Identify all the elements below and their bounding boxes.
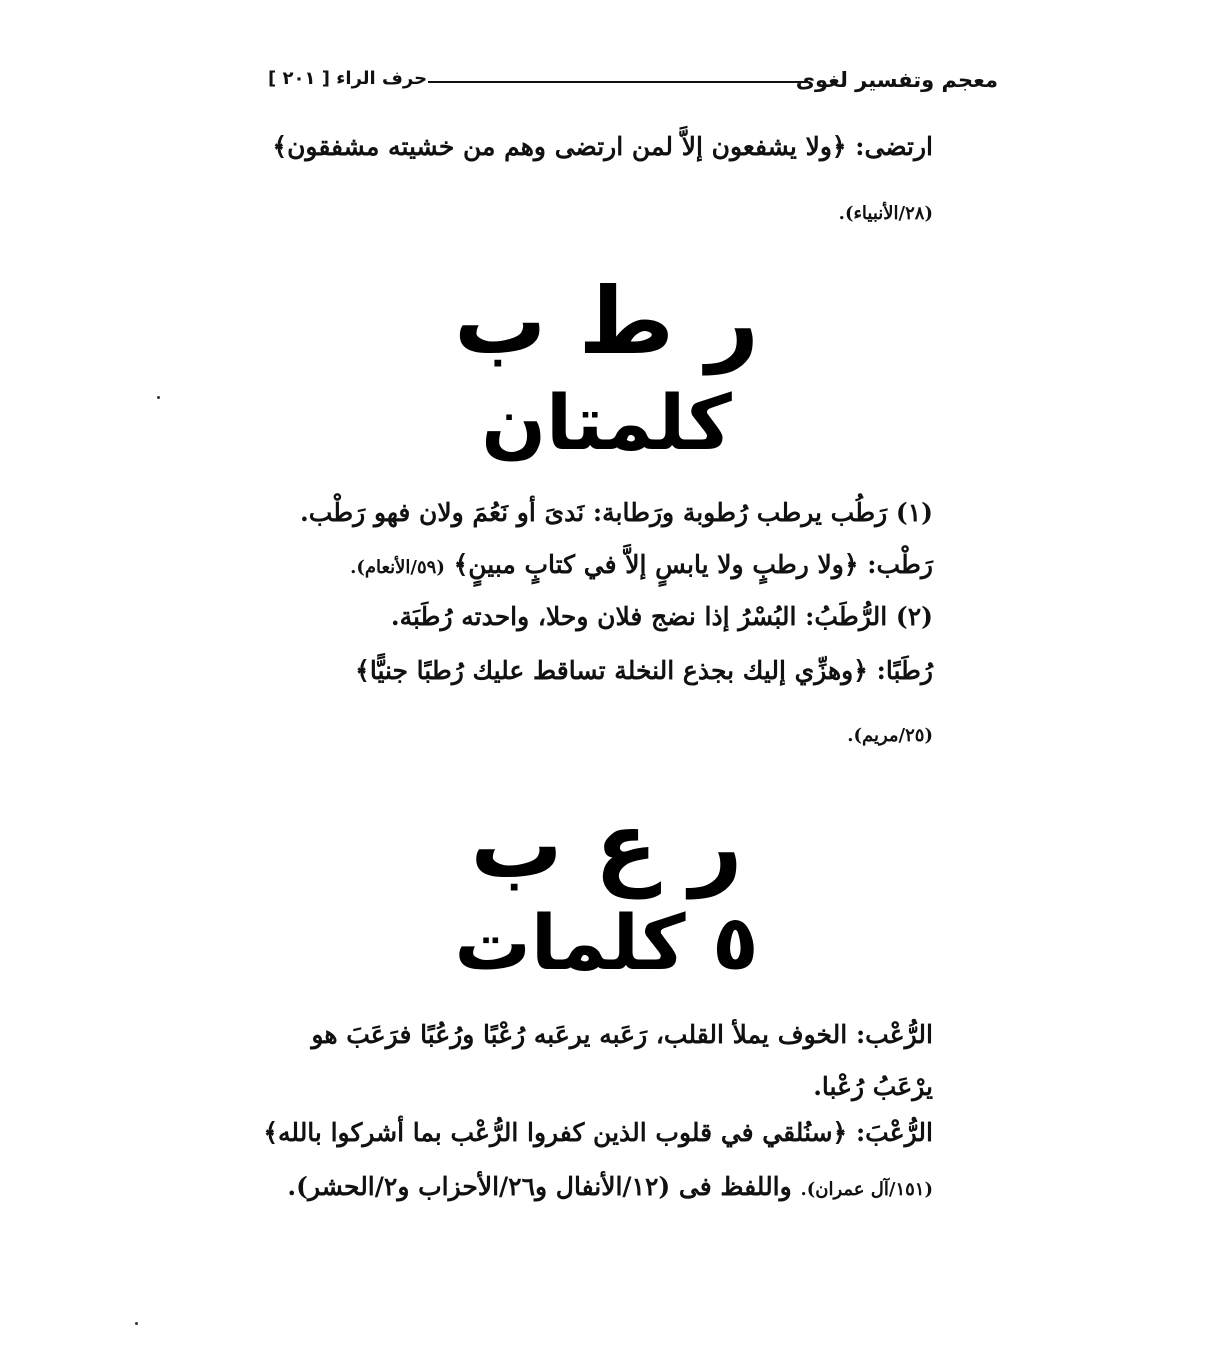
scan-speck <box>135 1322 138 1325</box>
root-heading: ر ع ب <box>470 792 743 899</box>
word-count-heading: ٥ كلمات <box>454 898 759 987</box>
entry-ruab <box>243 1114 933 1152</box>
verse-reference: (٢٥/مريم). <box>847 725 933 746</box>
entry-irtada <box>243 128 933 166</box>
quran-verse: ﴿ولا رطبٍ ولا يابسٍ إلاَّ في كتابٍ مبينٍ﴾ <box>453 550 859 579</box>
running-header <box>268 64 998 100</box>
entry-term: رَطْب: <box>867 550 933 579</box>
chapter-page-label: حرف الراء [ ٢٠١ ] <box>268 68 428 89</box>
definition-line: يرْعَبُ رُعْبا. <box>813 1072 933 1101</box>
entry-term: ارتضى: <box>855 132 933 161</box>
related-occurrences: واللفظ فى (١٢/الأنفال و٢٦/الأحزاب و٢/الحشر). <box>287 1172 792 1201</box>
entry-term: رُطَبًا: <box>876 656 933 685</box>
entry-irtada-ref-line <box>243 192 933 233</box>
quran-verse: ﴿سنُلقي في قلوب الذين كفروا الرُّعْب بما أشركوا بالله﴾ <box>263 1118 848 1147</box>
scan-speck <box>157 396 160 399</box>
entry-ratb <box>243 546 933 587</box>
book-title: معجم وتفسير لغوى <box>795 68 998 92</box>
verse-reference: (١٥١/آل عمران). <box>800 1179 933 1200</box>
verse-reference: (٢٨/الأنبياء). <box>838 203 933 224</box>
verse-reference: (٥٩/الأنعام). <box>350 557 445 578</box>
entry-rutaban-ref-line <box>243 714 933 755</box>
entry-term: الرُّعْبَ: <box>855 1118 933 1147</box>
word-count-heading: كلمتان <box>481 378 732 467</box>
definition-line: الرُّعْب: الخوف يملأ القلب، رَعَبه يرعَبه رُعْبًا ورُعُبًا فرَعَبَ هو <box>311 1020 933 1049</box>
definition-line: (٢) الرُّطَبُ: البُسْرُ إذا نضج فلان وحلا، واحدته رُطَبَة. <box>390 602 933 631</box>
definition-line: (١) رَطُب يرطب رُطوبة ورَطابة: نَدىَ أو نَعُمَ ولان فهو رَطْب. <box>300 498 933 527</box>
entry-ruab-ref-line <box>243 1168 933 1209</box>
header-rule <box>428 81 808 83</box>
quran-verse: ﴿وهزِّي إليك بجذع النخلة تساقط عليك رُطبًا جنيًّا﴾ <box>355 656 868 685</box>
root-heading: ر ط ب <box>453 268 760 375</box>
entry-rutaban <box>243 652 933 690</box>
quran-verse: ﴿ولا يشفعون إلاَّ لمن ارتضى وهم من خشيته مشفقون﴾ <box>272 132 847 161</box>
